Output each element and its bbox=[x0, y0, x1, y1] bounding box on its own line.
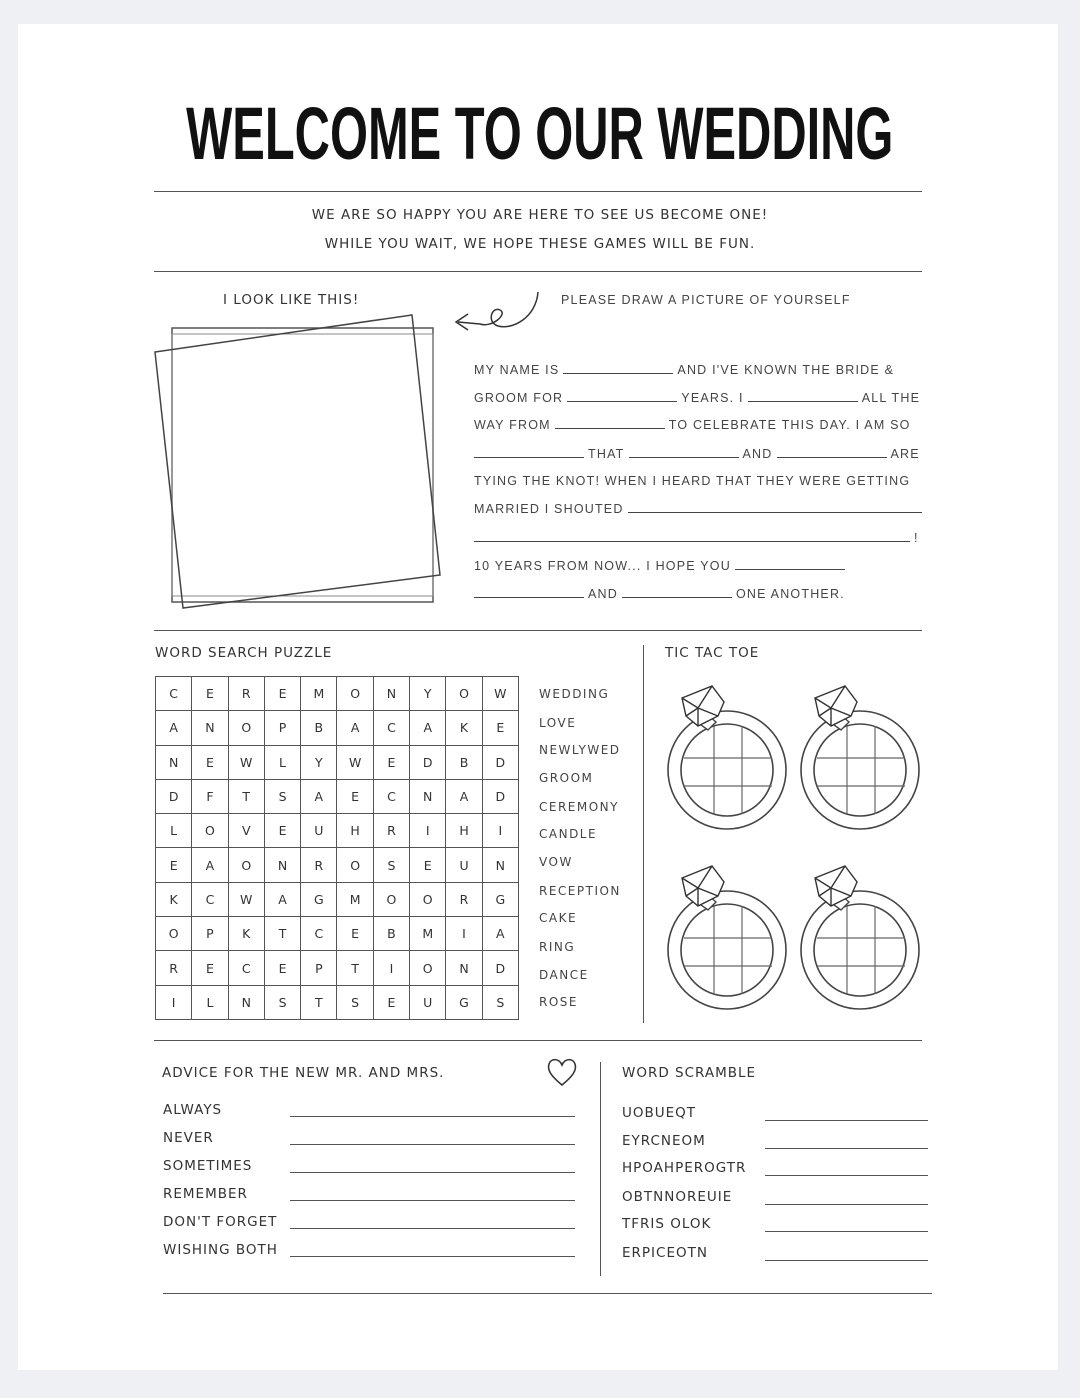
madlib-text: ALL THE bbox=[861, 391, 921, 405]
grid-cell[interactable]: E bbox=[156, 848, 192, 882]
section-divider bbox=[643, 645, 644, 1023]
madlib-text: GROOM FOR bbox=[474, 391, 564, 405]
grid-cell[interactable]: E bbox=[410, 848, 446, 882]
grid-cell[interactable]: S bbox=[337, 985, 373, 1019]
grid-cell[interactable]: N bbox=[156, 745, 192, 779]
grid-cell[interactable]: D bbox=[482, 951, 518, 985]
grid-cell[interactable]: N bbox=[410, 779, 446, 813]
advice-prompt: REMEMBER bbox=[163, 1186, 248, 1202]
grid-cell[interactable]: L bbox=[192, 985, 228, 1019]
madlib-line bbox=[474, 586, 845, 601]
blank-shout[interactable] bbox=[628, 501, 922, 513]
grid-row bbox=[156, 745, 519, 779]
madlib-line bbox=[474, 362, 894, 377]
grid-cell[interactable]: E bbox=[373, 985, 409, 1019]
picture-frame bbox=[150, 310, 450, 615]
grid-cell[interactable]: T bbox=[301, 985, 337, 1019]
grid-cell[interactable]: O bbox=[410, 882, 446, 916]
grid-cell[interactable]: U bbox=[446, 848, 482, 882]
scrambled-word: HPOAHPEROGTR bbox=[622, 1160, 747, 1176]
grid-row bbox=[156, 917, 519, 951]
grid-cell[interactable]: C bbox=[156, 677, 192, 711]
ring-tic-tac-toe-board[interactable] bbox=[662, 860, 792, 1010]
grid-cell[interactable]: N bbox=[264, 848, 300, 882]
grid-cell[interactable]: V bbox=[228, 814, 264, 848]
grid-cell[interactable]: E bbox=[337, 917, 373, 951]
grid-cell[interactable]: O bbox=[337, 677, 373, 711]
grid-cell[interactable]: A bbox=[337, 711, 373, 745]
grid-cell[interactable]: M bbox=[301, 677, 337, 711]
grid-cell[interactable]: C bbox=[373, 779, 409, 813]
grid-cell[interactable]: T bbox=[264, 917, 300, 951]
grid-cell[interactable]: I bbox=[373, 951, 409, 985]
grid-cell[interactable]: N bbox=[228, 985, 264, 1019]
madlib-text: YEARS. I bbox=[681, 391, 744, 405]
grid-cell[interactable]: E bbox=[264, 677, 300, 711]
madlib-line bbox=[474, 501, 926, 516]
advice-prompt: NEVER bbox=[163, 1130, 214, 1146]
grid-cell[interactable]: B bbox=[301, 711, 337, 745]
word-list-item: VOW bbox=[539, 855, 573, 869]
grid-cell[interactable]: W bbox=[228, 745, 264, 779]
advice-answer-line[interactable] bbox=[290, 1116, 575, 1117]
advice-title: ADVICE FOR THE NEW MR. AND MRS. bbox=[162, 1065, 445, 1081]
grid-cell[interactable]: D bbox=[410, 745, 446, 779]
grid-cell[interactable]: C bbox=[301, 917, 337, 951]
page-title bbox=[0, 92, 1080, 176]
grid-cell[interactable]: Y bbox=[301, 745, 337, 779]
grid-cell[interactable]: H bbox=[446, 814, 482, 848]
scrambled-word: EYRCNEOM bbox=[622, 1133, 706, 1149]
grid-cell[interactable]: G bbox=[446, 985, 482, 1019]
subtitle-line-2: WHILE YOU WAIT, WE HOPE THESE GAMES WILL BE FUN. bbox=[324, 236, 756, 252]
grid-cell[interactable]: R bbox=[301, 848, 337, 882]
grid-cell[interactable]: U bbox=[410, 985, 446, 1019]
grid-cell[interactable]: K bbox=[156, 882, 192, 916]
madlib-line bbox=[474, 446, 920, 461]
madlib-text: TO CELEBRATE THIS DAY. I AM SO bbox=[668, 418, 911, 432]
advice-prompt: WISHING BOTH bbox=[163, 1242, 278, 1258]
grid-cell[interactable]: I bbox=[482, 814, 518, 848]
blank-groom[interactable] bbox=[777, 446, 887, 458]
grid-cell[interactable]: T bbox=[228, 779, 264, 813]
grid-cell[interactable]: E bbox=[373, 745, 409, 779]
grid-cell[interactable]: N bbox=[373, 677, 409, 711]
divider bbox=[154, 1040, 922, 1041]
grid-cell[interactable]: O bbox=[192, 814, 228, 848]
portrait-label: I LOOK LIKE THIS! bbox=[223, 292, 360, 308]
blank-verb[interactable] bbox=[748, 390, 858, 402]
grid-cell[interactable]: C bbox=[228, 951, 264, 985]
scrambled-word: OBTNNOREUIE bbox=[622, 1189, 733, 1205]
word-list-item: CEREMONY bbox=[539, 800, 619, 814]
madlib-text: AND I'VE KNOWN THE BRIDE & bbox=[677, 363, 895, 377]
grid-cell[interactable]: S bbox=[373, 848, 409, 882]
ring-tic-tac-toe-board[interactable] bbox=[795, 680, 925, 830]
divider bbox=[154, 630, 922, 631]
grid-cell[interactable]: F bbox=[192, 779, 228, 813]
word-search-grid bbox=[155, 676, 519, 1020]
page-title-text: WELCOME TO OUR WEDDING bbox=[186, 92, 894, 175]
grid-cell[interactable]: W bbox=[482, 677, 518, 711]
grid-cell[interactable]: A bbox=[482, 917, 518, 951]
grid-cell[interactable]: D bbox=[482, 745, 518, 779]
ring-tic-tac-toe-board[interactable] bbox=[662, 680, 792, 830]
scramble-answer-line[interactable] bbox=[765, 1120, 928, 1121]
grid-row bbox=[156, 951, 519, 985]
word-list-item: CAKE bbox=[539, 911, 578, 925]
advice-answer-line[interactable] bbox=[290, 1172, 575, 1173]
grid-cell[interactable]: D bbox=[156, 779, 192, 813]
draw-instruction: PLEASE DRAW A PICTURE OF YOURSELF bbox=[561, 293, 851, 307]
grid-row bbox=[156, 985, 519, 1019]
grid-cell[interactable]: T bbox=[337, 951, 373, 985]
grid-cell[interactable]: E bbox=[482, 711, 518, 745]
grid-cell[interactable]: O bbox=[410, 951, 446, 985]
grid-cell[interactable]: A bbox=[156, 711, 192, 745]
grid-cell[interactable]: G bbox=[482, 882, 518, 916]
blank-shout-2[interactable] bbox=[474, 530, 910, 542]
madlib-text: ONE ANOTHER. bbox=[736, 587, 845, 601]
grid-cell[interactable]: A bbox=[301, 779, 337, 813]
grid-cell[interactable]: U bbox=[301, 814, 337, 848]
grid-cell[interactable]: I bbox=[410, 814, 446, 848]
grid-cell[interactable]: R bbox=[446, 882, 482, 916]
blank-hope-2[interactable] bbox=[474, 586, 584, 598]
grid-cell[interactable]: K bbox=[228, 917, 264, 951]
word-list-item: RECEPTION bbox=[539, 884, 621, 898]
advice-prompt: ALWAYS bbox=[163, 1102, 223, 1118]
grid-cell[interactable]: S bbox=[264, 985, 300, 1019]
grid-cell[interactable]: E bbox=[192, 745, 228, 779]
grid-cell[interactable]: S bbox=[482, 985, 518, 1019]
grid-row bbox=[156, 779, 519, 813]
grid-cell[interactable]: A bbox=[192, 848, 228, 882]
grid-cell[interactable]: E bbox=[264, 951, 300, 985]
advice-prompt: DON'T FORGET bbox=[163, 1214, 278, 1230]
grid-cell[interactable]: W bbox=[228, 882, 264, 916]
madlib-text: MY NAME IS bbox=[474, 363, 560, 377]
grid-row bbox=[156, 814, 519, 848]
grid-cell[interactable]: N bbox=[446, 951, 482, 985]
grid-cell[interactable]: A bbox=[446, 779, 482, 813]
divider bbox=[154, 191, 922, 192]
word-list-item: DANCE bbox=[539, 968, 589, 982]
grid-cell[interactable]: L bbox=[264, 745, 300, 779]
grid-cell[interactable]: A bbox=[410, 711, 446, 745]
scramble-answer-line[interactable] bbox=[765, 1148, 928, 1149]
grid-cell[interactable]: P bbox=[301, 951, 337, 985]
word-list-item: GROOM bbox=[539, 771, 594, 785]
grid-cell[interactable]: B bbox=[446, 745, 482, 779]
madlib-text: AND bbox=[742, 447, 773, 461]
madlib-line: TYING THE KNOT! WHEN I HEARD THAT THEY WERE GETTING bbox=[474, 474, 911, 488]
scramble-answer-line[interactable] bbox=[765, 1260, 928, 1261]
madlib-line bbox=[474, 390, 920, 405]
scramble-title: WORD SCRAMBLE bbox=[622, 1065, 757, 1081]
grid-cell[interactable]: C bbox=[373, 711, 409, 745]
advice-answer-line[interactable] bbox=[290, 1256, 575, 1257]
madlib-text: AND bbox=[588, 587, 618, 601]
advice-answer-line[interactable] bbox=[290, 1144, 575, 1145]
blank-name[interactable] bbox=[563, 362, 673, 374]
grid-cell[interactable]: E bbox=[192, 677, 228, 711]
grid-cell[interactable]: E bbox=[337, 779, 373, 813]
grid-cell[interactable]: P bbox=[192, 917, 228, 951]
blank-feeling[interactable] bbox=[474, 446, 584, 458]
grid-cell[interactable]: W bbox=[337, 745, 373, 779]
grid-cell[interactable]: O bbox=[156, 917, 192, 951]
tic-tac-toe-title: TIC TAC TOE bbox=[665, 645, 760, 661]
divider bbox=[154, 271, 922, 272]
grid-cell[interactable]: L bbox=[156, 814, 192, 848]
curly-arrow-icon bbox=[452, 288, 544, 338]
grid-cell[interactable]: E bbox=[192, 951, 228, 985]
subtitle-line-1: WE ARE SO HAPPY YOU ARE HERE TO SEE US BECOME ONE! bbox=[311, 207, 769, 223]
advice-answer-line[interactable] bbox=[290, 1228, 575, 1229]
grid-cell[interactable]: E bbox=[264, 814, 300, 848]
word-list-item: WEDDING bbox=[539, 687, 610, 701]
ring-tic-tac-toe-board[interactable] bbox=[795, 860, 925, 1010]
heart-icon bbox=[545, 1056, 579, 1088]
grid-cell[interactable]: Y bbox=[410, 677, 446, 711]
grid-cell[interactable]: C bbox=[192, 882, 228, 916]
grid-row bbox=[156, 677, 519, 711]
grid-cell[interactable]: K bbox=[446, 711, 482, 745]
grid-cell[interactable]: I bbox=[156, 985, 192, 1019]
madlib-text: MARRIED I SHOUTED bbox=[474, 502, 624, 516]
madlib-text: WAY FROM bbox=[474, 418, 551, 432]
scrambled-word: UOBUEQT bbox=[622, 1105, 697, 1121]
madlib-line bbox=[474, 417, 911, 432]
grid-cell[interactable]: R bbox=[156, 951, 192, 985]
madlib-text: ! bbox=[914, 531, 919, 545]
section-divider bbox=[600, 1062, 601, 1276]
grid-cell[interactable]: N bbox=[192, 711, 228, 745]
word-list-item: ROSE bbox=[539, 995, 578, 1009]
advice-prompt: SOMETIMES bbox=[163, 1158, 253, 1174]
grid-cell[interactable]: H bbox=[337, 814, 373, 848]
grid-row bbox=[156, 848, 519, 882]
grid-cell[interactable]: O bbox=[228, 711, 264, 745]
blank-hope-1[interactable] bbox=[735, 558, 845, 570]
madlib-line bbox=[474, 558, 849, 573]
grid-cell[interactable]: A bbox=[264, 882, 300, 916]
grid-cell[interactable]: O bbox=[373, 882, 409, 916]
scramble-answer-line[interactable] bbox=[765, 1204, 928, 1205]
madlib-text: 10 YEARS FROM NOW... I HOPE YOU bbox=[474, 559, 731, 573]
grid-cell[interactable]: S bbox=[264, 779, 300, 813]
scramble-answer-line[interactable] bbox=[765, 1231, 928, 1232]
madlib-text: THAT bbox=[588, 447, 625, 461]
grid-cell[interactable]: I bbox=[446, 917, 482, 951]
grid-cell[interactable]: G bbox=[301, 882, 337, 916]
word-list-item: RING bbox=[539, 940, 576, 954]
grid-cell[interactable]: B bbox=[373, 917, 409, 951]
word-list-item: NEWLYWED bbox=[539, 743, 621, 757]
word-list-item: LOVE bbox=[539, 716, 577, 730]
grid-cell[interactable]: R bbox=[373, 814, 409, 848]
grid-cell[interactable]: M bbox=[337, 882, 373, 916]
grid-cell[interactable]: O bbox=[228, 848, 264, 882]
blank-place[interactable] bbox=[555, 417, 665, 429]
grid-cell[interactable]: O bbox=[446, 677, 482, 711]
grid-cell[interactable]: N bbox=[482, 848, 518, 882]
blank-hope-3[interactable] bbox=[622, 586, 732, 598]
word-list-item: CANDLE bbox=[539, 827, 598, 841]
madlib-line bbox=[474, 530, 919, 545]
grid-cell[interactable]: D bbox=[482, 779, 518, 813]
divider bbox=[163, 1293, 932, 1294]
grid-cell[interactable]: P bbox=[264, 711, 300, 745]
scrambled-word: ERPICEOTN bbox=[622, 1245, 708, 1261]
scrambled-word: TFRIS OLOK bbox=[622, 1216, 712, 1232]
madlib-text: ARE bbox=[890, 447, 920, 461]
grid-row bbox=[156, 711, 519, 745]
word-search-title: WORD SEARCH PUZZLE bbox=[155, 645, 333, 661]
blank-bride[interactable] bbox=[629, 446, 739, 458]
grid-cell[interactable]: O bbox=[337, 848, 373, 882]
grid-row bbox=[156, 882, 519, 916]
grid-cell[interactable]: M bbox=[410, 917, 446, 951]
advice-answer-line[interactable] bbox=[290, 1200, 575, 1201]
blank-years[interactable] bbox=[567, 390, 677, 402]
scramble-answer-line[interactable] bbox=[765, 1175, 928, 1176]
grid-cell[interactable]: R bbox=[228, 677, 264, 711]
